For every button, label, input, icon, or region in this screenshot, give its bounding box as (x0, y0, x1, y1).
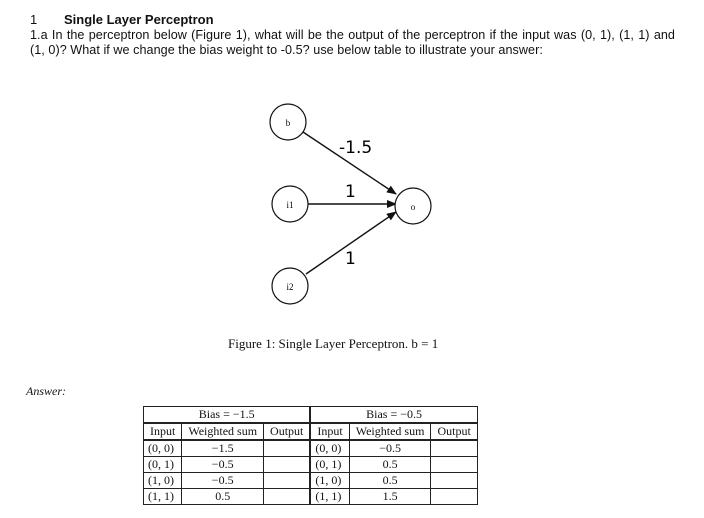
question-text: 1.a In the perceptron below (Figure 1), what will be the output of the perceptron if the input was (0, 1), (1, 1) and (1, 0)? What if we change the bias weight to -0.5? use below table to illustrate your answer: (30, 28, 675, 57)
node-bias-label: b (285, 118, 291, 128)
cell-input: (0, 0) (310, 440, 349, 457)
col-input-1: Input (144, 423, 182, 440)
question-number: 1 (30, 12, 38, 27)
cell-output[interactable] (431, 473, 477, 489)
cell-weighted-sum: −0.5 (182, 473, 264, 489)
col-output-2: Output (431, 423, 477, 440)
weight-input2: 1 (345, 249, 356, 269)
table-row (144, 473, 478, 489)
table-row (144, 440, 478, 457)
table-row (144, 489, 478, 505)
cell-weighted-sum: 0.5 (349, 457, 431, 473)
col-input-2: Input (310, 423, 349, 440)
node-input1-label: i1 (286, 200, 294, 210)
weight-input1: 1 (345, 182, 356, 202)
cell-input: (0, 1) (144, 457, 182, 473)
cell-weighted-sum: 0.5 (349, 473, 431, 489)
col-output-1: Output (264, 423, 311, 440)
cell-input: (1, 0) (310, 473, 349, 489)
table-row (144, 457, 478, 473)
bias-group-2-header: Bias = −0.5 (310, 407, 477, 424)
question-title: Single Layer Perceptron (64, 12, 214, 27)
cell-input: (0, 0) (144, 440, 182, 457)
cell-weighted-sum: −0.5 (349, 440, 431, 457)
answer-table-wrapper (143, 406, 478, 505)
cell-output[interactable] (431, 440, 477, 457)
cell-input: (1, 1) (144, 489, 182, 505)
cell-output[interactable] (264, 440, 311, 457)
node-input2-label: i2 (286, 282, 294, 292)
cell-weighted-sum: −1.5 (182, 440, 264, 457)
cell-weighted-sum: 1.5 (349, 489, 431, 505)
cell-output[interactable] (264, 457, 311, 473)
cell-input: (1, 1) (310, 489, 349, 505)
cell-output[interactable] (264, 473, 311, 489)
cell-output[interactable] (264, 489, 311, 505)
node-output-label: o (410, 202, 416, 212)
cell-weighted-sum: 0.5 (182, 489, 264, 505)
col-weighted-sum-1: Weighted sum (182, 423, 264, 440)
cell-input: (1, 0) (144, 473, 182, 489)
answer-table (143, 406, 478, 505)
cell-output[interactable] (431, 489, 477, 505)
figure-caption: Figure 1: Single Layer Perceptron. b = 1 (228, 336, 439, 351)
answer-label: Answer: (26, 384, 66, 398)
cell-input: (0, 1) (310, 457, 349, 473)
weight-bias: -1.5 (339, 138, 373, 158)
cell-output[interactable] (431, 457, 477, 473)
col-weighted-sum-2: Weighted sum (349, 423, 431, 440)
bias-group-1-header: Bias = −1.5 (144, 407, 311, 424)
cell-weighted-sum: −0.5 (182, 457, 264, 473)
